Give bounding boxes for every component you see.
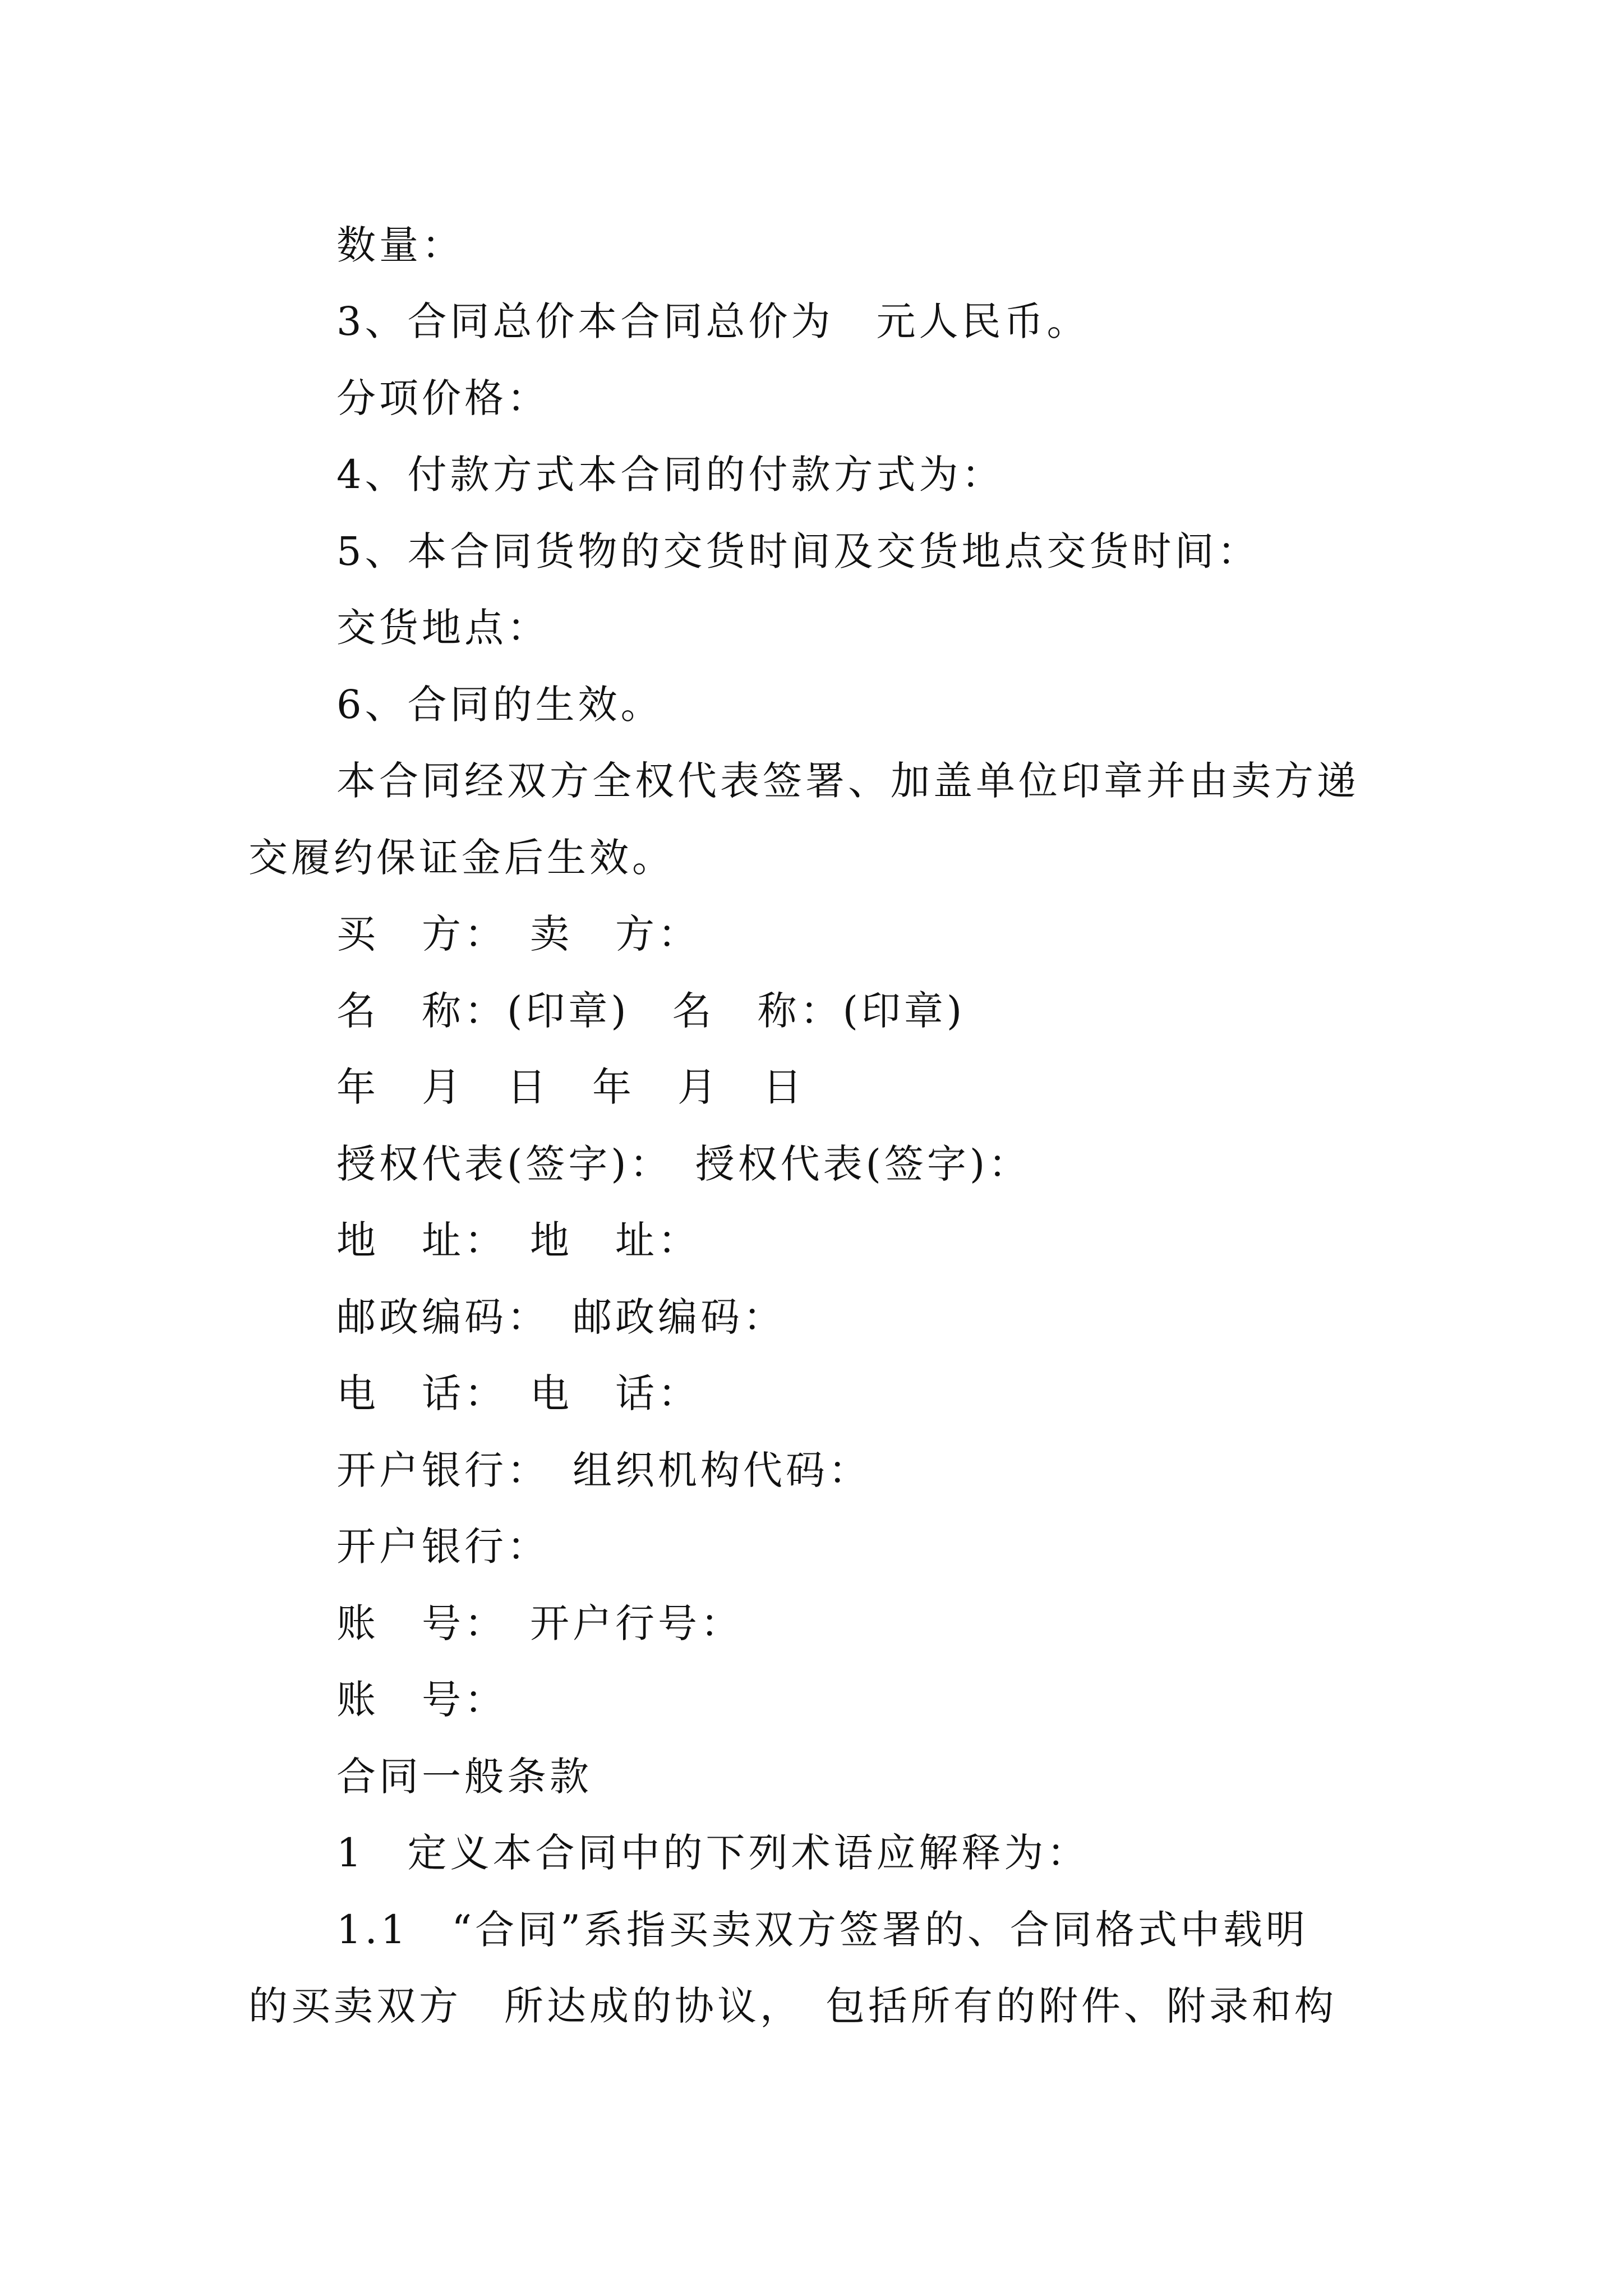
- text-line-item-price: 分项价格：: [336, 375, 550, 421]
- text-line-account-bank-no: 账 号： 开户行号：: [336, 1600, 743, 1646]
- text-line-bank: 开户银行：: [336, 1524, 550, 1570]
- text-line-date: 年 月 日 年 月 日: [336, 1064, 805, 1110]
- text-line-effect-clause-cont: 交履约保证金后生效。: [248, 835, 675, 881]
- text-line-quantity: 数量：: [336, 222, 464, 268]
- text-line-definition-1-1: 1.1 “合同”系指买卖双方签署的、合同格式中载明: [336, 1907, 1308, 1953]
- text-line-delivery-place: 交货地点：: [336, 605, 550, 651]
- text-line-name-seal: 名 称：(印章) 名 称：(印章): [336, 988, 966, 1034]
- text-line-postcode: 邮政编码： 邮政编码：: [336, 1294, 786, 1340]
- text-line-general-terms: 合同一般条款: [336, 1754, 592, 1800]
- text-line-phone: 电 话： 电 话：: [336, 1370, 700, 1416]
- text-line-effect-heading: 6、合同的生效。: [336, 682, 663, 728]
- text-line-definitions: 1 定义本合同中的下列术语应解释为：: [336, 1830, 1090, 1876]
- text-line-account: 账 号：: [336, 1677, 507, 1723]
- text-line-definition-1-1-cont: 的买卖双方 所达成的协议， 包括所有的附件、附录和构: [248, 1983, 1337, 2029]
- text-line-address: 地 址： 地 址：: [336, 1217, 700, 1263]
- text-line-delivery-time: 5、本合同货物的交货时间及交货地点交货时间：: [336, 528, 1260, 574]
- text-line-authorized-rep: 授权代表(签字)： 授权代表(签字)：: [336, 1141, 1031, 1187]
- text-line-buyer-seller: 买 方： 卖 方：: [336, 911, 700, 957]
- text-line-bank-org-code: 开户银行： 组织机构代码：: [336, 1447, 871, 1493]
- text-line-total-price: 3、合同总价本合同总价为 元人民币。: [336, 298, 1090, 344]
- text-line-payment: 4、付款方式本合同的付款方式为：: [336, 452, 1004, 498]
- text-line-effect-clause: 本合同经双方全权代表签署、加盖单位印章并由卖方递: [336, 758, 1359, 804]
